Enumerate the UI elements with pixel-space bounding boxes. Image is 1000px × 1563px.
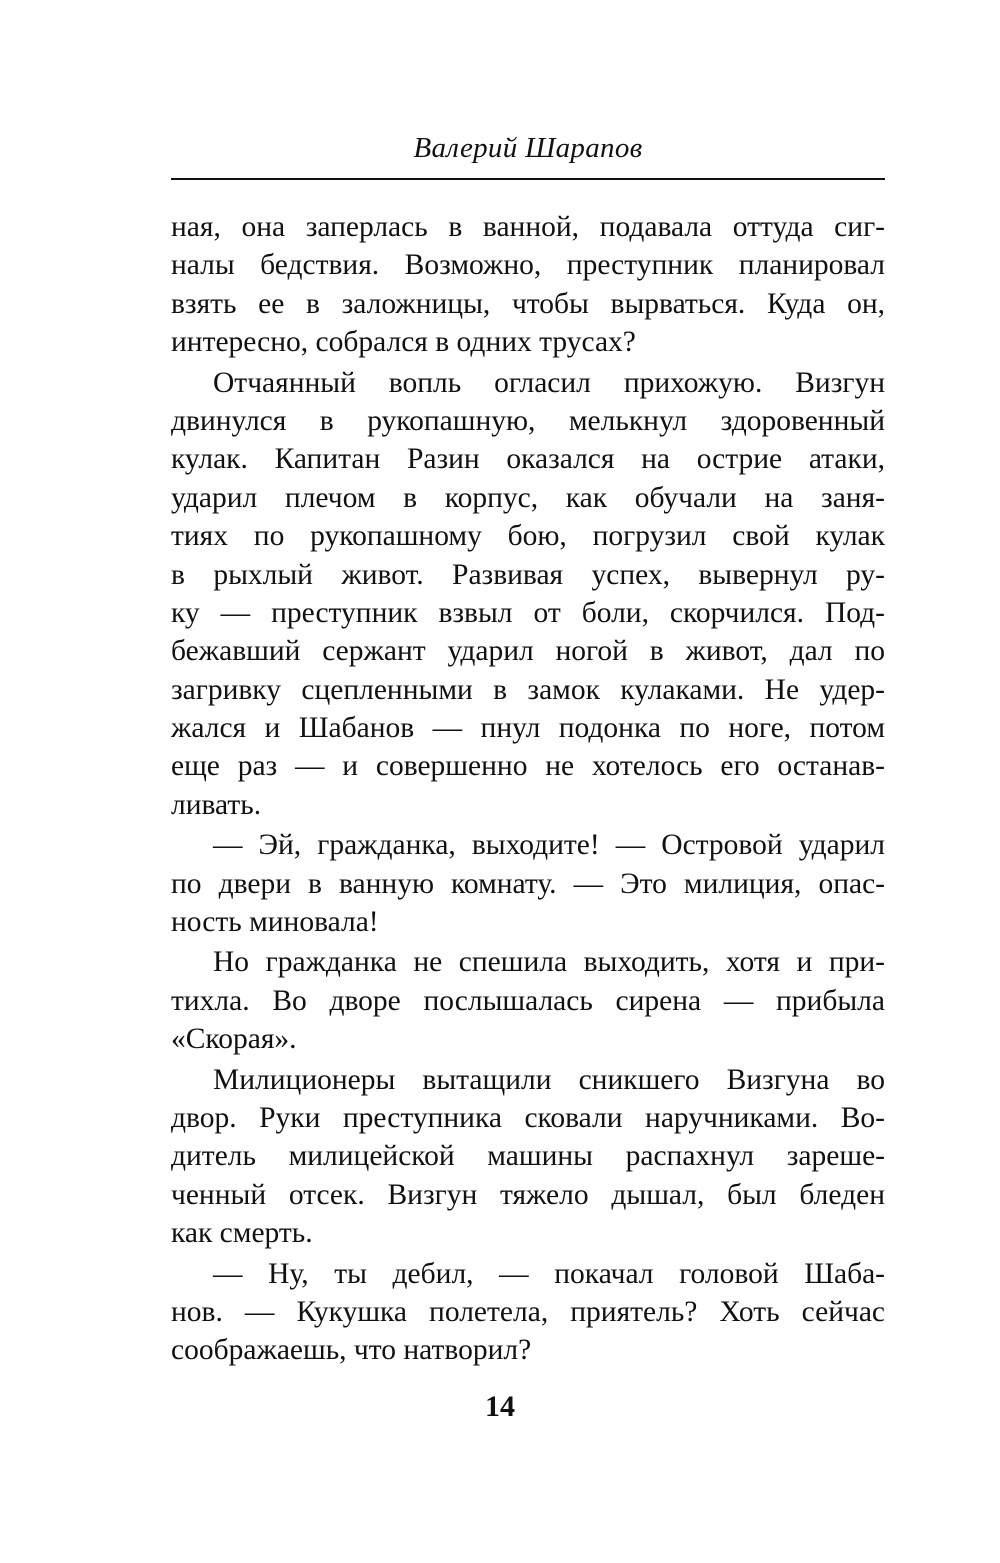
running-header — [171, 128, 885, 180]
text-line: взять ее в заложницы, чтобы вырваться. Куда он, — [171, 287, 885, 320]
text-line: жался и Шабанов — пнул подонка по ноге, потом — [171, 712, 885, 745]
text-line: ударил плечом в корпус, как обучали на заня- — [171, 481, 885, 514]
text-line: дитель милицейской машины распахнул зареше- — [171, 1140, 885, 1173]
text-line: ность миновала! — [171, 906, 379, 939]
text-line: двинулся в рукопашную, мелькнул здоровенный — [171, 404, 885, 437]
text-line: по двери в ванную комнату. — Это милиция, опас- — [171, 867, 885, 900]
text-line: — Ну, ты дебил, — покачал головой Шаба- — [213, 1257, 885, 1290]
text-line: Милиционеры вытащили сникшего Визгуна во — [213, 1063, 885, 1096]
paragraph — [171, 1255, 885, 1370]
text-line: бежавший сержант ударил ногой в живот, дал по — [171, 635, 885, 668]
text-line: Но гражданка не спешила выходить, хотя и при- — [213, 946, 885, 979]
text-line: «Скорая». — [171, 1023, 297, 1056]
paragraph — [171, 943, 885, 1058]
text-line: тиях по рукопашному бою, погрузил свой кулак — [171, 520, 885, 553]
paragraph — [171, 1061, 885, 1253]
text-line: ченный отсек. Визгун тяжело дышал, был бледен — [171, 1178, 885, 1211]
paragraph — [171, 208, 885, 362]
text-line: загривку сцепленными в замок кулаками. Не удер- — [171, 673, 885, 706]
text-line: еще раз — и совершенно не хотелось его останав- — [171, 750, 885, 783]
text-line: кулак. Капитан Разин оказался на острие атаки, — [171, 443, 885, 476]
text-line: налы бедствия. Возможно, преступник планировал — [171, 249, 885, 282]
text-line: двор. Руки преступника сковали наручниками. Во- — [171, 1101, 885, 1134]
body-text — [171, 208, 885, 1372]
text-line: интересно, собрался в одних трусах? — [171, 326, 636, 359]
text-line: Отчаянный вопль огласил прихожую. Визгун — [213, 366, 885, 399]
text-line: ку — преступник взвыл от боли, скорчился. Под- — [171, 596, 885, 629]
header-author: Валерий Шарапов — [413, 132, 643, 164]
text-line: нов. — Кукушка полетела, приятель? Хоть сейчас — [171, 1295, 885, 1328]
text-line: соображаешь, что натворил? — [171, 1334, 532, 1367]
paragraph — [171, 364, 885, 825]
text-line: ная, она заперлась в ванной, подавала оттуда сиг- — [171, 211, 885, 243]
text-line: как смерть. — [171, 1217, 313, 1250]
page-number: 14 — [485, 1390, 515, 1423]
text-line: в рыхлый живот. Развивая успех, вывернул ру- — [171, 558, 885, 591]
text-line: — Эй, гражданка, выходите! — Островой ударил — [213, 829, 885, 862]
paragraph — [171, 826, 885, 941]
text-line: ливать. — [171, 788, 262, 821]
text-line: тихла. Во дворе послышалась сирена — прибыла — [171, 984, 885, 1017]
